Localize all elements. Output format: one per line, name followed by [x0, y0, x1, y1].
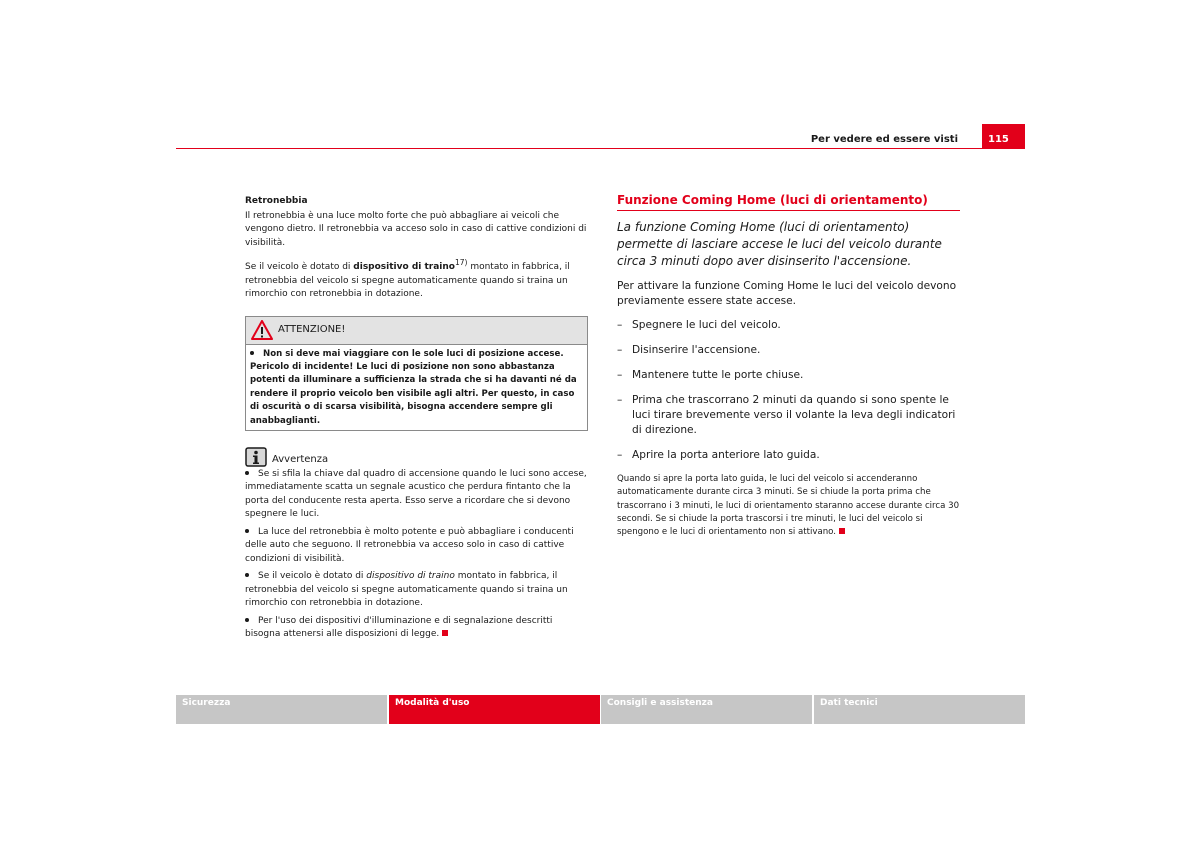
end-mark-icon [839, 528, 845, 534]
note-title: Avvertenza [272, 454, 329, 466]
end-mark-icon [442, 630, 448, 636]
section-title-retronebbia: Retronebbia [245, 196, 308, 206]
list-item: – Disinserire l'accensione. [617, 343, 960, 358]
paragraph-retronebbia: Il retronebbia è una luce molto forte che può abbagliare ai veicoli che vengono dietro. Il retronebbia va acceso solo in caso di cattive condizioni di visibilità. [245, 210, 587, 248]
list-item: – Mantenere tutte le porte chiuse. [617, 368, 960, 383]
left-column [245, 195, 588, 646]
bullet-icon [245, 529, 249, 533]
warning-text: Non si deve mai viaggiare con le sole luci di posizione accese. Pericolo di incidente! Le luci di posizione non sono abbastanza potenti da illuminare a sufficienza la strada che si ha davanti né da rendere il proprio veicolo ben visibile agli altri. Per questo, in caso di oscurità o di scarsa visibilità, bisogna accendere sempre gli anabbaglianti. [250, 348, 577, 426]
section-heading-coming-home: Funzione Coming Home (luci di orientamento) [617, 193, 960, 211]
bullet-icon [245, 471, 249, 475]
list-item: – Prima che trascorrano 2 minuti da quando si sono spente le luci tirare brevemente verso il volante la leva degli indicatori di direzione. [617, 393, 960, 438]
paragraph-activation: Per attivare la funzione Coming Home le luci del veicolo devono previamente essere state accese. [617, 280, 957, 307]
bullet-icon [245, 573, 249, 577]
steps-list [617, 318, 960, 463]
paragraph-traino: Se il veicolo è dotato di dispositivo di traino$^{17)}$ montato in fabbrica, il retronebbia del veicolo si spegne automaticamente quando si traina un rimorchio con retronebbia in dotazione. [245, 258, 570, 299]
bullet-icon [250, 351, 254, 355]
warning-title: ATTENZIONE! [278, 324, 346, 336]
intro-text: La funzione Coming Home (luci di orientamento) permette di lasciare accese le luci del veicolo durante circa 3 minuti dopo aver disinserito l'accensione. [617, 220, 942, 268]
footer-tab-dati-tecnici[interactable]: Dati tecnici [814, 695, 1025, 724]
bullet-icon [245, 618, 249, 622]
list-item: – Aprire la porta anteriore lato guida. [617, 448, 960, 463]
note-bullet: Per l'uso dei dispositivi d'illuminazione e di segnalazione descritti bisogna attenersi alle disposizioni di legge. [245, 615, 553, 640]
warning-box [245, 316, 588, 431]
list-item: – Spegnere le luci del veicolo. [617, 318, 960, 333]
note-bullet: La luce del retronebbia è molto potente e può abbagliare i conducenti delle auto che seguono. Il retronebbia va acceso solo in caso di cattive condizioni di visibilità. [245, 526, 574, 564]
warning-triangle-icon [251, 320, 273, 340]
info-icon [245, 447, 267, 467]
header-rule [176, 148, 1025, 149]
footer-tab-sicurezza[interactable]: Sicurezza [176, 695, 387, 724]
note-bullet: Se il veicolo è dotato di dispositivo di traino montato in fabbrica, il retronebbia del veicolo si spegne automaticamente quando si traina un rimorchio con retronebbia in dotazione. [245, 571, 568, 609]
footer-tab-consigli[interactable]: Consigli e assistenza [601, 695, 812, 724]
header-title: Per vedere ed essere visti [810, 134, 958, 145]
small-print: Quando si apre la porta lato guida, le luci del veicolo si accenderanno automaticamente durante circa 3 minuti. Se si chiude la porta prima che trascorrano i 3 minuti, le luci di orientamento staranno accese durante circa 30 secondi. Se si chiude la porta trascorsi i tre minuti, le luci del veicolo si spengono e le luci di orientamento non si attivano. [617, 474, 960, 538]
page-number: 115 [982, 124, 1025, 148]
note-box [245, 447, 588, 642]
footnote-ref: 17) [454, 258, 468, 267]
footer-tab-modalita-uso[interactable]: Modalità d'uso [389, 695, 600, 724]
right-column [617, 193, 960, 539]
warning-header [246, 317, 587, 345]
note-bullet: Se si sfila la chiave dal quadro di accensione quando le luci sono accese, immediatamente scatta un segnale acustico che perdura fintanto che la porta del conducente resta aperta. Esso serve a ricordare che si devono spegnere le luci. [245, 468, 587, 520]
